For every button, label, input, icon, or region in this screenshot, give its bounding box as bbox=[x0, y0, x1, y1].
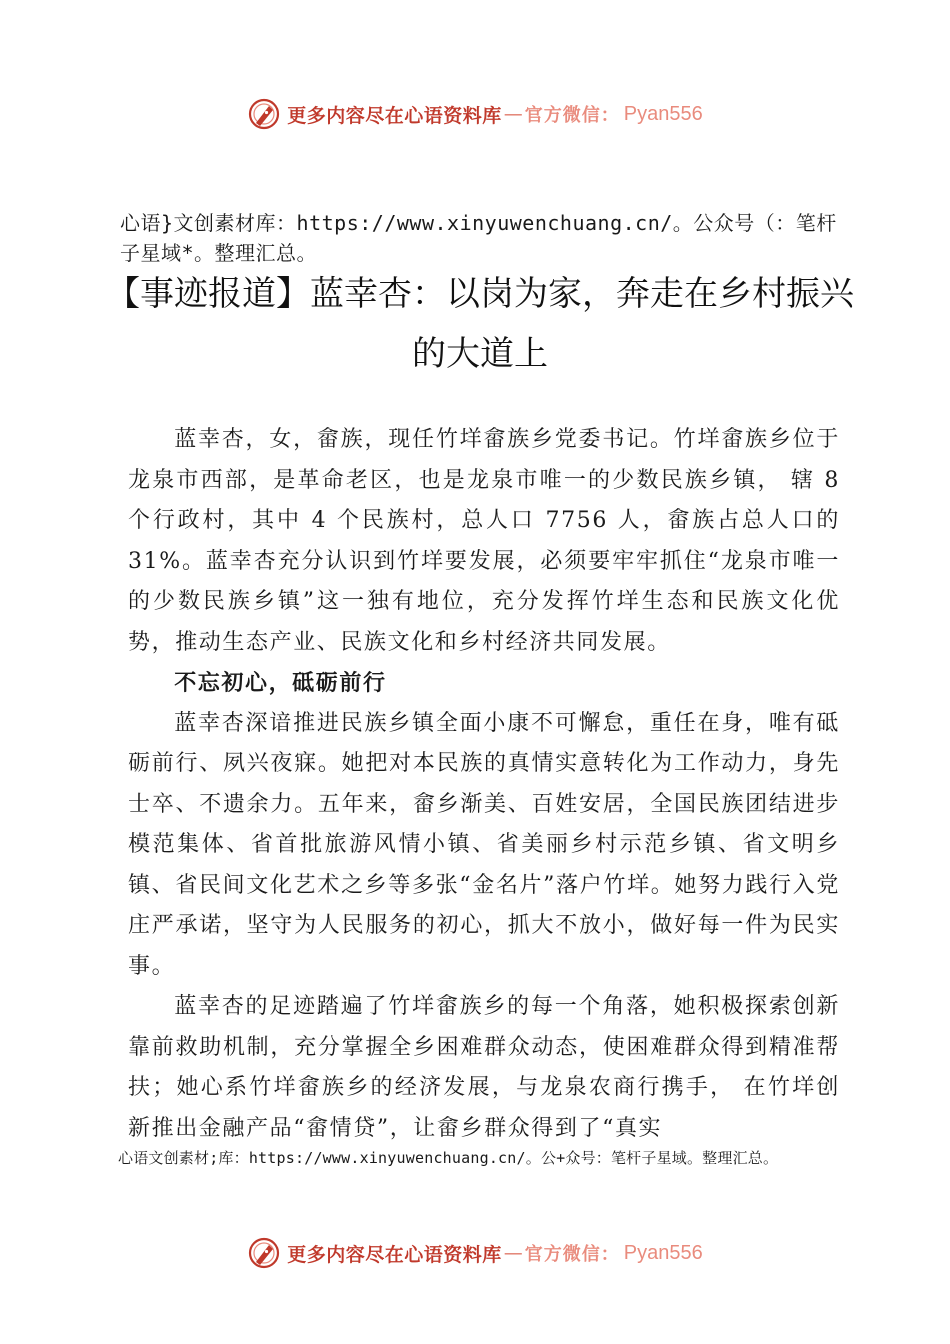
paragraph: 蓝幸杏，女，畲族，现任竹垟畲族乡党委书记。竹垟畲族乡位于龙泉市西部，是革命老区，也是龙泉市唯一的少数民族乡镇， 辖 8 个行政村，其中 4 个民族村，总人口 7756 人，畲族占总人口的 31%。蓝幸杏充分认识到竹垟要发展，必须要牢牢抓住“龙泉市唯一的少数民族乡镇”这一独有地位，充分发挥竹垟生态和民族文化优势，推动生态产业、民族文化和乡村经济共同发展。 bbox=[128, 427, 840, 655]
section-heading: 不忘初心，砥砺前行 bbox=[174, 670, 387, 696]
wechat-id: Pyan556 bbox=[623, 102, 703, 125]
paragraph: 蓝幸杏深谙推进民族乡镇全面小康不可懈怠，重任在身，唯有砥砺前行、夙兴夜寐。她把对本民族的真情实意转化为工作动力，身先士卒、不遗余力。五年来，畲乡渐美、百姓安居，全国民族团结进步模范集体、省首批旅游风情小镇、省美丽乡村示范乡镇、省文明乡镇、省民间文化艺术之乡等多张“金名片”落户竹垟。她努力践行入党庄严承诺，坚守为人民服务的初心，抓大不放小，做好每一件为民实事。 bbox=[128, 710, 840, 979]
source-note: 心语}文创素材库：https://www.xinyuwenchuang.cn/。公众号（：笔杆子星域*。整理汇总。 bbox=[120, 211, 837, 265]
banner-separator: — bbox=[503, 103, 523, 125]
footer-banner bbox=[0, 1233, 950, 1273]
brand-text: 更多内容尽在心语资料库 bbox=[287, 1243, 502, 1266]
footer-note: 心语文创素材;库：https://www.xinyuwenchuang.cn/。公+众号：笔杆子星域。整理汇总。 bbox=[118, 1149, 779, 1167]
wechat-label: 官方微信： bbox=[524, 105, 620, 126]
wechat-label: 官方微信： bbox=[524, 1244, 620, 1265]
paragraph: 蓝幸杏的足迹踏遍了竹垟畲族乡的每一个角落，她积极探索创新靠前救助机制，充分掌握全乡困难群众动态，使困难群众得到精准帮扶；她心系竹垟畲族乡的经济发展，与龙泉农商行携手， 在竹垟创新推出金融产品“畲情贷”，让畲乡群众得到了“真实 bbox=[128, 994, 840, 1141]
wechat-id: Pyan556 bbox=[623, 1241, 703, 1264]
banner-separator: — bbox=[503, 1242, 523, 1264]
fountain-pen-nib-icon bbox=[247, 97, 281, 131]
fountain-pen-nib-icon bbox=[247, 1236, 281, 1270]
page-title: 【事迹报道】蓝幸杏：以岗为家，奔走在乡村振兴的大道上 bbox=[106, 274, 854, 374]
header-banner bbox=[0, 94, 950, 134]
article-body bbox=[128, 420, 840, 1149]
brand-text: 更多内容尽在心语资料库 bbox=[287, 104, 502, 127]
